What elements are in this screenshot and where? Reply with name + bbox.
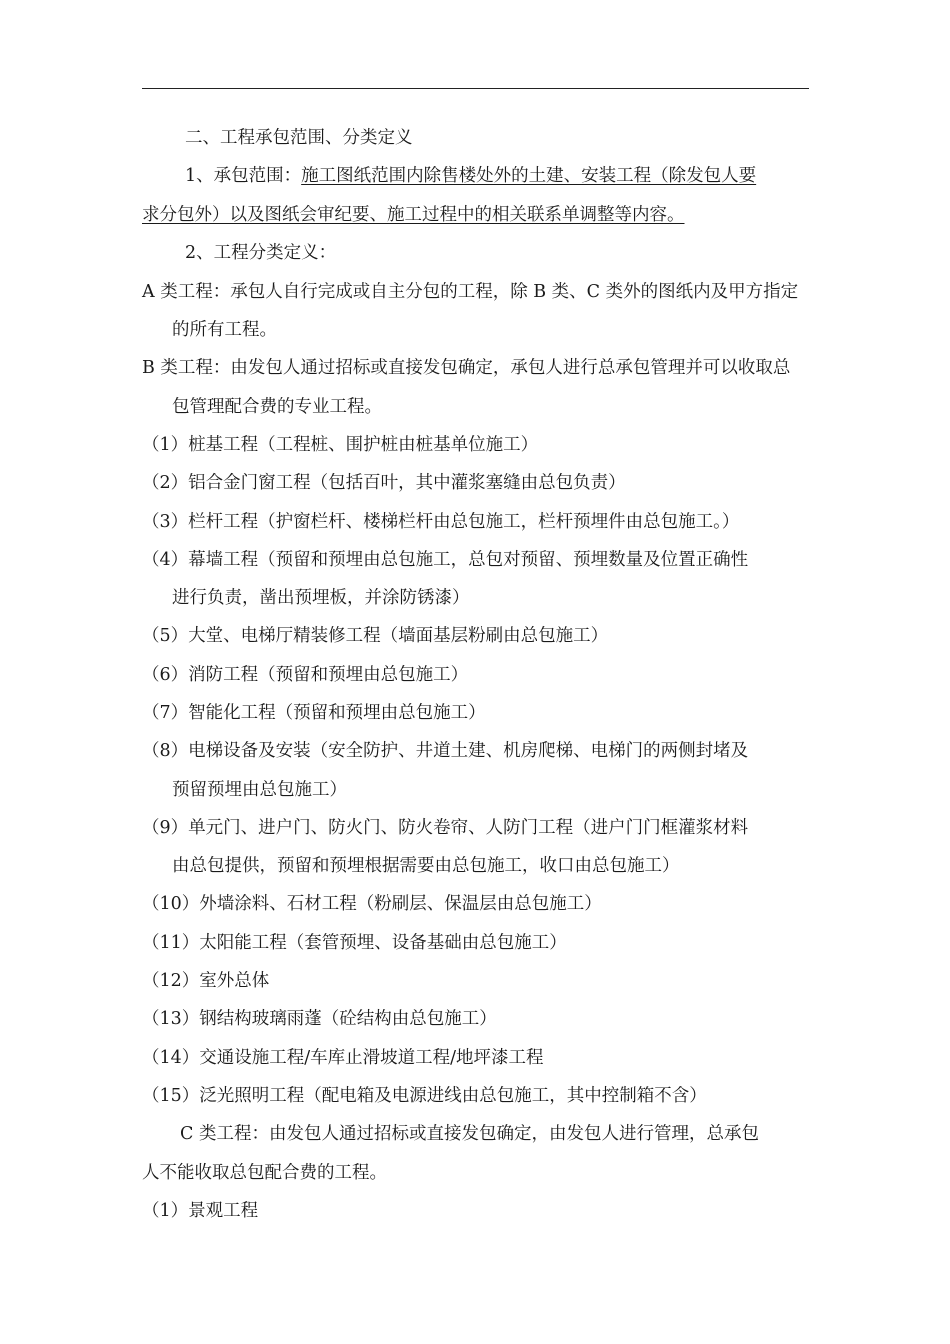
classification-heading: 2、工程分类定义： bbox=[185, 243, 337, 263]
b-item-9-line-2: 由总包提供，预留和预埋根据需要由总包施工，收口由总包施工） bbox=[172, 856, 680, 876]
class-a-line-1: A 类工程：承包人自行完成或自主分包的工程，除 B 类、C 类外的图纸内及甲方指定 bbox=[142, 282, 799, 302]
b-item-1: （1）桩基工程（工程桩、围护桩由桩基单位施工） bbox=[142, 435, 539, 455]
b-item-11: （11）太阳能工程（套管预埋、设备基础由总包施工） bbox=[142, 933, 567, 953]
class-a-line-2: 的所有工程。 bbox=[172, 320, 277, 340]
header-rule bbox=[142, 88, 809, 89]
b-item-10: （10）外墙涂料、石材工程（粉刷层、保温层由总包施工） bbox=[142, 894, 602, 914]
scope-prefix: 1、承包范围： bbox=[185, 166, 302, 186]
b-item-4-line-2: 进行负责，凿出预埋板，并涂防锈漆） bbox=[172, 588, 470, 608]
b-item-4-line-1: （4）幕墙工程（预留和预埋由总包施工，总包对预留、预埋数量及位置正确性 bbox=[142, 550, 749, 570]
scope-line-2 bbox=[142, 203, 822, 227]
b-item-6: （6）消防工程（预留和预埋由总包施工） bbox=[142, 665, 469, 685]
class-c-line-2: 人不能收取总包配合费的工程。 bbox=[142, 1163, 387, 1183]
class-b-line-1: B 类工程：由发包人通过招标或直接发包确定，承包人进行总承包管理并可以收取总 bbox=[142, 358, 791, 378]
b-item-2: （2）铝合金门窗工程（包括百叶，其中灌浆塞缝由总包负责） bbox=[142, 473, 626, 493]
b-item-15: （15）泛光照明工程（配电箱及电源进线由总包施工，其中控制箱不含） bbox=[142, 1086, 707, 1106]
scope-text-2: 求分包外）以及图纸会审纪要、施工过程中的相关联系单调整等内容。 bbox=[142, 205, 685, 225]
b-item-12: （12）室外总体 bbox=[142, 971, 270, 991]
b-item-8-line-1: （8）电梯设备及安装（安全防护、井道土建、机房爬梯、电梯门的两侧封堵及 bbox=[142, 741, 749, 761]
b-item-7: （7）智能化工程（预留和预埋由总包施工） bbox=[142, 703, 486, 723]
section-title: 二、工程承包范围、分类定义 bbox=[185, 128, 413, 148]
b-item-9-line-1: （9）单元门、进户门、防火门、防火卷帘、人防门工程（进户门门框灌浆材料 bbox=[142, 818, 749, 838]
b-item-5: （5）大堂、电梯厅精装修工程（墙面基层粉刷由总包施工） bbox=[142, 626, 609, 646]
class-c-line-1: C 类工程：由发包人通过招标或直接发包确定，由发包人进行管理，总承包 bbox=[180, 1124, 759, 1144]
scope-text-1: 施工图纸范围内除售楼处外的土建、安装工程（除发包人要 bbox=[301, 166, 757, 186]
scope-line-1 bbox=[185, 164, 865, 188]
c-item-1: （1）景观工程 bbox=[142, 1201, 259, 1221]
b-item-8-line-2: 预留预埋由总包施工） bbox=[172, 780, 347, 800]
b-item-14: （14）交通设施工程/车库止滑坡道工程/地坪漆工程 bbox=[142, 1048, 544, 1068]
class-b-line-2: 包管理配合费的专业工程。 bbox=[172, 397, 382, 417]
b-item-3: （3）栏杆工程（护窗栏杆、楼梯栏杆由总包施工，栏杆预埋件由总包施工。） bbox=[142, 512, 740, 532]
b-item-13: （13）钢结构玻璃雨蓬（砼结构由总包施工） bbox=[142, 1009, 497, 1029]
